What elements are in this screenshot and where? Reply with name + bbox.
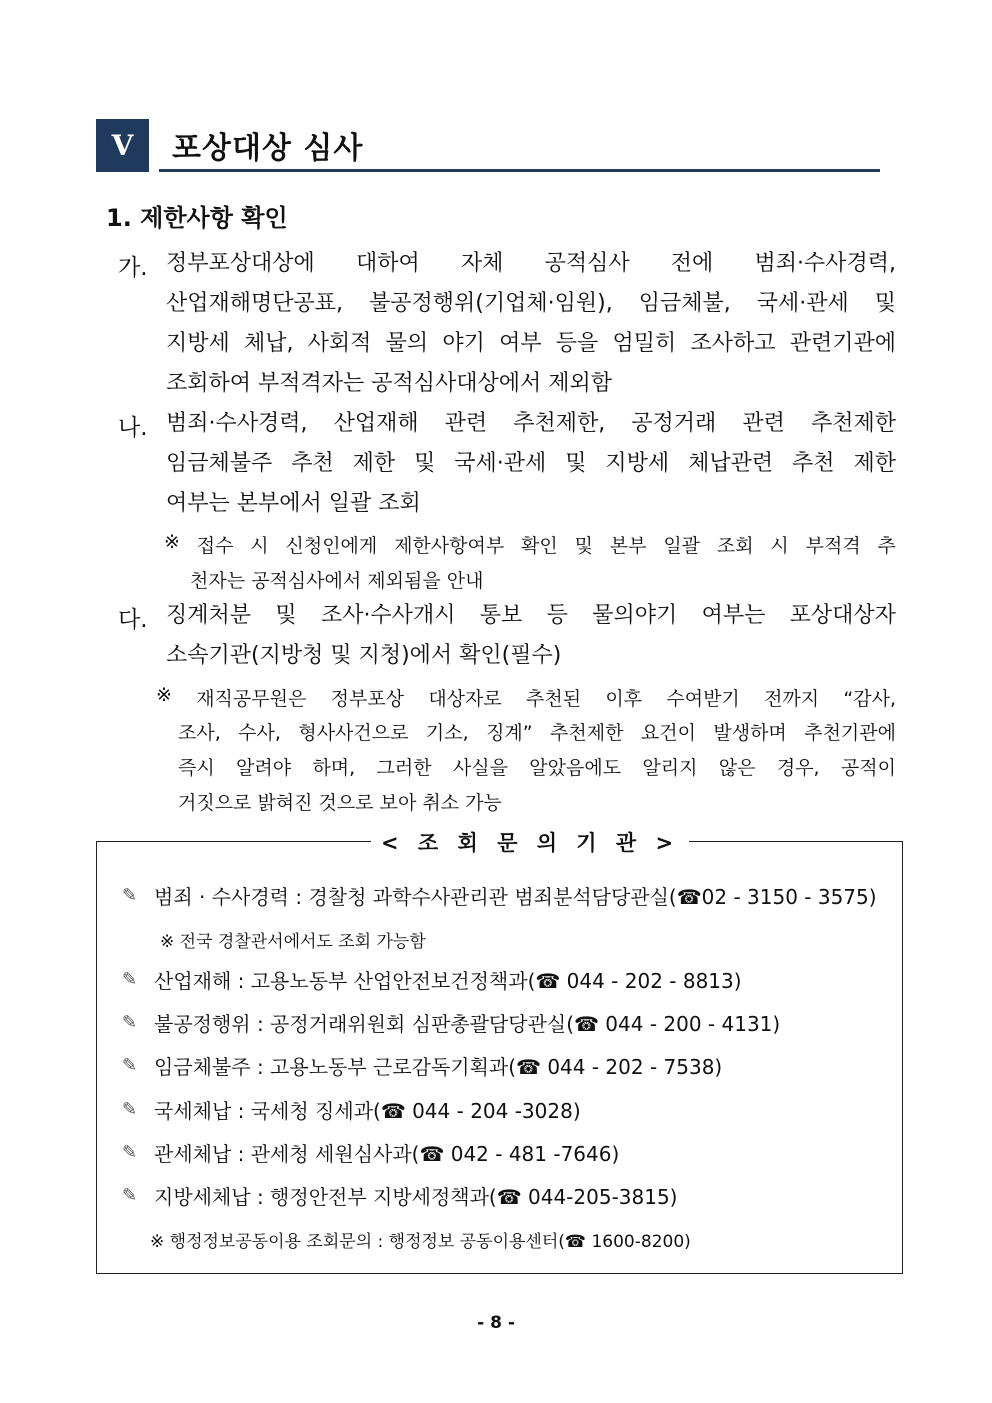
word: 기소, (425, 722, 469, 744)
pencil-icon: ✎ (122, 1012, 138, 1033)
inquiry-text: 불공정행위 : 공정거래위원회 심판총괄담당관실(☎ 044 - 200 - 4131) (154, 1012, 781, 1036)
item-line: 조회하여 부적격자는 공적심사대상에서 제외함 (166, 371, 613, 396)
word: 범죄·수사경력, (754, 251, 896, 276)
inquiry-row (122, 881, 877, 910)
word: 시 (250, 535, 269, 557)
item-line (166, 449, 896, 479)
word: 정부포상 (330, 688, 405, 710)
word: 및 (574, 535, 593, 557)
pencil-icon: ✎ (122, 1055, 138, 1076)
item-line: 여부는 본부에서 일괄 조회 (166, 491, 421, 516)
word: 접수 (196, 535, 234, 557)
chapter-number-box (96, 119, 149, 172)
word: 및 (874, 291, 896, 316)
word: 확인 (521, 535, 558, 557)
word: 조사, (178, 722, 221, 744)
word: 물의 (385, 331, 429, 356)
note-line (164, 531, 896, 558)
word: 지방세 (605, 451, 670, 476)
word: 요건이 (640, 722, 696, 744)
word: 등 (546, 603, 568, 628)
inquiry-row (122, 1181, 678, 1210)
word: 않은 (718, 757, 756, 779)
pencil-icon: ✎ (122, 969, 138, 990)
word: 부적격 (805, 535, 861, 557)
word: 여부는 (701, 603, 766, 628)
item-line: 소속기관(지방청 및 지청)에서 확인(필수) (166, 643, 562, 668)
word: 조사하고 (690, 331, 776, 356)
item-marker: 다. (118, 607, 148, 633)
word: 알리지 (642, 757, 698, 779)
word: 추 (877, 535, 896, 557)
word: 체납, (243, 331, 294, 356)
word: 대상자로 (428, 688, 502, 710)
word: 사회적 (307, 331, 372, 356)
word: 추천 (291, 451, 334, 476)
word: 산업재해명단공표, (166, 291, 344, 316)
item-marker: 가. (118, 255, 148, 281)
inquiry-note: ※ 행정정보공동이용 조회문의 : 행정정보 공동이용센터(☎ 1600-8200) (150, 1232, 691, 1252)
item-line (166, 409, 896, 439)
word: 조회 (716, 535, 754, 557)
inquiry-row (122, 1138, 619, 1167)
word: 수여받기 (666, 688, 740, 710)
pencil-icon: ✎ (122, 1142, 138, 1163)
word: 및 (565, 451, 587, 476)
note-line (178, 753, 896, 780)
word: 산업재해 (333, 411, 419, 436)
inquiry-text: 국세체납 : 국세청 징세과(☎ 044 - 204 -3028) (154, 1099, 581, 1123)
item-line (166, 249, 896, 279)
word: 통보 (479, 603, 523, 628)
word: “감사, (843, 688, 896, 710)
word: 전에 (670, 251, 714, 276)
word: 알았음에도 (529, 757, 622, 779)
word: 범죄·수사경력, (166, 411, 308, 436)
word: 정부포상대상에 (166, 251, 315, 276)
word: 추천 (792, 451, 835, 476)
word: 및 (414, 451, 436, 476)
word: 국세·관세 (756, 291, 849, 316)
word: 일괄 (663, 535, 701, 557)
word: 공적심사 (544, 251, 630, 276)
word: 하며, (312, 757, 356, 779)
inquiry-text: 산업재해 : 고용노동부 산업안전보건정책과(☎ 044 - 202 - 8813) (154, 969, 742, 993)
inquiry-text: 지방세체납 : 행정안전부 지방세정책과(☎ 044-205-3815) (154, 1185, 678, 1209)
inquiry-note: ※ 전국 경찰관서에서도 조회 가능함 (160, 932, 426, 952)
word: 공적이 (840, 757, 896, 779)
word: 알려야 (236, 757, 292, 779)
word: 지방세 (166, 331, 230, 356)
inquiry-row (122, 1095, 581, 1124)
note-line: 거짓으로 밝혀진 것으로 보아 취소 가능 (178, 792, 502, 814)
word: 그러한 (376, 757, 432, 779)
word: 추천제한 (810, 411, 896, 436)
word: 형사사건으로 (298, 722, 409, 744)
note-line (156, 684, 896, 711)
inquiry-row (122, 965, 742, 994)
word: 등을 (555, 331, 599, 356)
word: 추천제한 (550, 722, 624, 744)
word: 시 (770, 535, 789, 557)
word: 여부 (499, 331, 542, 356)
word: 신청인에게 (285, 535, 378, 557)
word: 추천제한, (513, 411, 606, 436)
inquiry-title: < 조 회 문 의 기 관 > (371, 827, 689, 857)
word: 추천기관에 (804, 722, 896, 744)
word: 발생하며 (713, 722, 787, 744)
word: 제한 (352, 451, 396, 476)
word: ※ (156, 684, 172, 706)
item-marker: 나. (118, 415, 148, 441)
chapter-number: V (111, 129, 134, 162)
word: 추천된 (526, 688, 582, 710)
inquiry-text: 임금체불주 : 고용노동부 근로감독기획과(☎ 044 - 202 - 7538) (154, 1055, 723, 1079)
word: 경우, (776, 757, 820, 779)
word: 관련 (742, 411, 785, 436)
item-line (166, 601, 896, 631)
word: 야기 (442, 331, 485, 356)
pencil-icon: ✎ (122, 1099, 138, 1120)
note-line (178, 718, 896, 745)
word: 제한 (853, 451, 896, 476)
inquiry-text: 범죄 · 수사경력 : 경찰청 과학수사관리관 범죄분석담당관실(☎02 - 3150 - 3575) (154, 885, 877, 909)
word: 징계” (486, 722, 533, 744)
word: 공정거래 (631, 411, 717, 436)
word: 및 (275, 603, 297, 628)
word: 관련기관에 (789, 331, 896, 356)
pencil-icon: ✎ (122, 1185, 138, 1206)
word: 징계처분 (166, 603, 252, 628)
word: 엄밀히 (612, 331, 677, 356)
chapter-title: 포상대상 심사 (172, 131, 364, 166)
inquiry-text: 관세체납 : 관세청 세원심사과(☎ 042 - 481 -7646) (154, 1142, 620, 1166)
word: 자체 (460, 251, 504, 276)
word: 사실을 (452, 757, 508, 779)
word: 포상대상자 (789, 603, 896, 628)
word: 국세·관세 (454, 451, 547, 476)
word: 전까지 (764, 688, 820, 710)
item-line (166, 289, 896, 319)
word: 관련 (444, 411, 488, 436)
word: 임금체불주 (166, 451, 273, 476)
word: 조사·수사개시 (320, 603, 456, 628)
word: 물의야기 (592, 603, 678, 628)
page-number: - 8 - (477, 1313, 515, 1333)
word: 즉시 (178, 757, 215, 779)
word: 대하여 (355, 251, 420, 276)
word: 제한사항여부 (394, 535, 505, 557)
inquiry-row (122, 1008, 780, 1037)
word: ※ (164, 531, 180, 553)
item-line (166, 329, 896, 359)
word: 불공정행위(기업체·임원), (369, 291, 613, 316)
pencil-icon: ✎ (122, 885, 138, 906)
word: 임금체불, (638, 291, 731, 316)
word: 본부 (609, 535, 647, 557)
note-line: 천자는 공적심사에서 제외됨을 안내 (190, 570, 484, 592)
word: 재직공무원은 (196, 688, 307, 710)
word: 수사, (238, 722, 281, 744)
section-title: 1. 제한사항 확인 (106, 204, 288, 232)
chapter-underline (159, 169, 880, 172)
inquiry-row (122, 1051, 722, 1080)
word: 체납관련 (688, 451, 774, 476)
word: 이후 (605, 688, 643, 710)
